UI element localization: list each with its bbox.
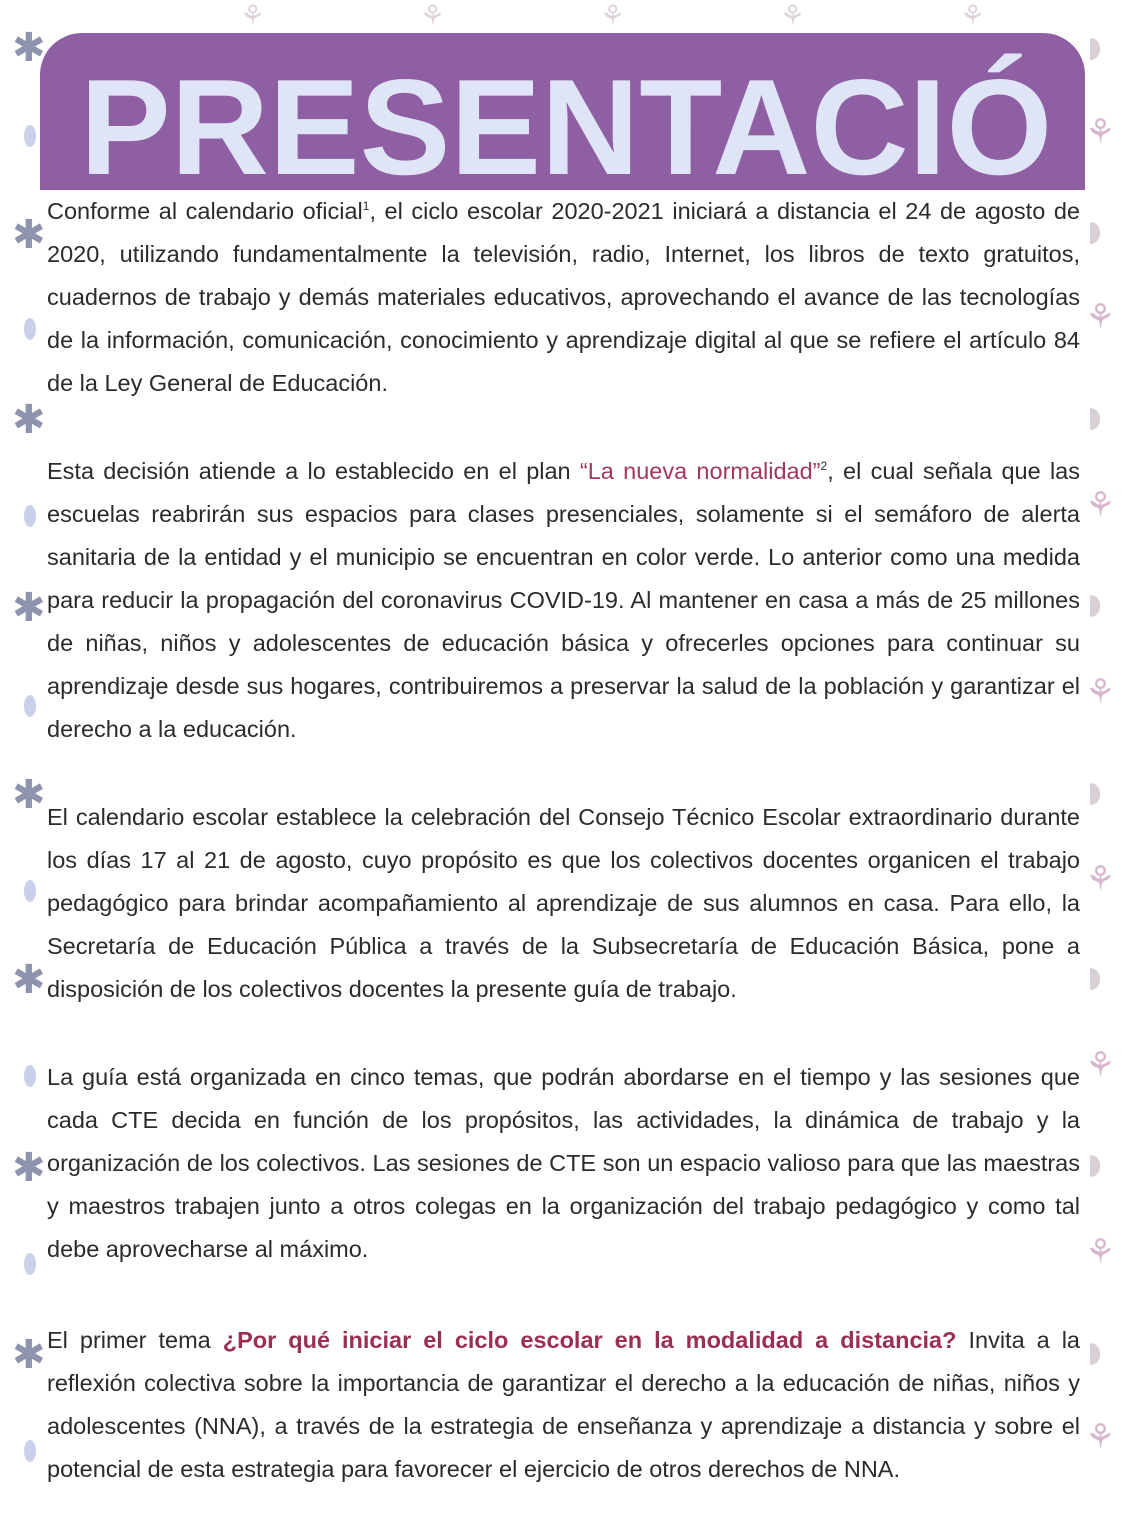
half-dot-ornament-icon	[1090, 595, 1100, 617]
paragraph-first-theme	[47, 1319, 1080, 1491]
half-dot-ornament-icon	[1090, 783, 1100, 805]
half-dot-ornament-icon	[1090, 1343, 1100, 1365]
footnote-marker: 1	[362, 199, 370, 214]
asterisk-ornament-icon: ✱	[12, 957, 46, 1003]
dot-ornament-icon	[24, 880, 36, 902]
sprig-ornament-icon: ⚘	[1085, 1045, 1116, 1085]
document-body	[47, 190, 1080, 1536]
half-dot-ornament-icon	[1090, 222, 1100, 244]
half-dot-ornament-icon	[1090, 38, 1100, 60]
paragraph-text: Esta decisión atiende a lo establecido en el plan	[47, 458, 580, 484]
sprig-ornament-icon: ⚘	[1085, 297, 1116, 337]
paragraph-text: Invita a la reflexión colectiva sobre la importancia de garantizar el derecho a la educación de niñas, niños y adolescentes (NNA), a través de la estrategia de enseñanza y aprendizaje a distancia y sobre el potencial de esta estrategia para favorecer el ejercicio de otros derechos de NNA.	[47, 1327, 1080, 1482]
asterisk-ornament-icon: ✱	[12, 1332, 46, 1378]
paragraph-guide: La guía está organizada en cinco temas, que podrán abordarse en el tiempo y las sesiones que cada CTE decida en función de los propósitos, las actividades, la dinámica de trabajo y la organización de los colectivos. Las sesiones de CTE son un espacio valioso para que las maestras y maestros trabajen junto a otros colegas en la organización del trabajo pedagógico y como tal debe aprovecharse al máximo.	[47, 1064, 1080, 1262]
sprig-ornament-icon: ⚘	[420, 0, 446, 32]
paragraph-text: , el cual señala que las escuelas reabrirán sus espacios para clases presenciales, solamente si el semáforo de alerta sanitaria de la entidad y el municipio se encuentran en color verde. Lo anterior como una medida para reducir la propagación del coronavirus COVID-19. Al mantener en casa a más de 25 millones de niñas, niños y adolescentes de educación básica y ofrecerles opciones para continuar su aprendizaje desde sus hogares, contribuiremos a preservar la salud de la población y garantizar el derecho a la educación.	[47, 458, 1080, 742]
sprig-ornament-icon: ⚘	[240, 0, 266, 32]
paragraph-text: , el ciclo escolar 2020-2021 iniciará a distancia el 24 de agosto de 2020, utilizando fundamentalmente la televisión, radio, Internet, los libros de texto gratuitos, cuadernos de trabajo y demás materiales educativos, aprovechando el avance de las tecnologías de la información, comunicación, conocimiento y aprendizaje digital al que se refiere el artículo 84 de la Ley General de Educación.	[47, 198, 1080, 396]
footnote-marker: 2	[820, 459, 828, 474]
sprig-ornament-icon: ⚘	[1085, 1417, 1116, 1457]
dot-ornament-icon	[24, 1253, 36, 1275]
asterisk-ornament-icon: ✱	[12, 585, 46, 631]
half-dot-ornament-icon	[1090, 1155, 1100, 1177]
paragraph-council: El calendario escolar establece la celebración del Consejo Técnico Escolar extraordinario durante los días 17 al 21 de agosto, cuyo propósito es que los colectivos docentes organicen el trabajo pedagógico para brindar acompañamiento al aprendizaje de sus alumnos en casa. Para ello, la Secretaría de Educación Pública a través de la Subsecretaría de Educación Básica, pone a disposición de los colectivos docentes la presente guía de trabajo.	[47, 804, 1080, 1002]
sprig-ornament-icon: ⚘	[1085, 672, 1116, 712]
dot-ornament-icon	[24, 505, 36, 527]
page-title: PRESENTACIÓ	[80, 51, 1053, 190]
dot-ornament-icon	[24, 1065, 36, 1087]
paragraph-text: El primer tema	[47, 1327, 223, 1353]
sprig-ornament-icon: ⚘	[1085, 112, 1116, 152]
sprig-ornament-icon: ⚘	[780, 0, 806, 32]
paragraph-new-normal	[47, 450, 1080, 751]
plan-highlight: “La nueva normalidad”	[579, 458, 821, 484]
sprig-ornament-icon: ⚘	[600, 0, 626, 32]
sprig-ornament-icon: ⚘	[1085, 1232, 1116, 1272]
dot-ornament-icon	[24, 318, 36, 340]
dot-ornament-icon	[24, 1440, 36, 1462]
dot-ornament-icon	[24, 125, 36, 147]
asterisk-ornament-icon: ✱	[12, 25, 46, 71]
half-dot-ornament-icon	[1090, 408, 1100, 430]
sprig-ornament-icon: ⚘	[1085, 859, 1116, 899]
dot-ornament-icon	[24, 695, 36, 717]
sprig-ornament-icon: ⚘	[1085, 485, 1116, 525]
sprig-ornament-icon: ⚘	[960, 0, 986, 32]
asterisk-ornament-icon: ✱	[12, 212, 46, 258]
theme-highlight: ¿Por qué iniciar el ciclo escolar en la modalidad a distancia?	[222, 1327, 957, 1353]
paragraph-calendar	[47, 190, 1080, 405]
asterisk-ornament-icon: ✱	[12, 1145, 46, 1191]
paragraph-text: Conforme al calendario oficial	[47, 198, 363, 224]
half-dot-ornament-icon	[1090, 968, 1100, 990]
asterisk-ornament-icon: ✱	[12, 397, 46, 443]
asterisk-ornament-icon: ✱	[12, 772, 46, 818]
title-banner	[40, 33, 1085, 190]
